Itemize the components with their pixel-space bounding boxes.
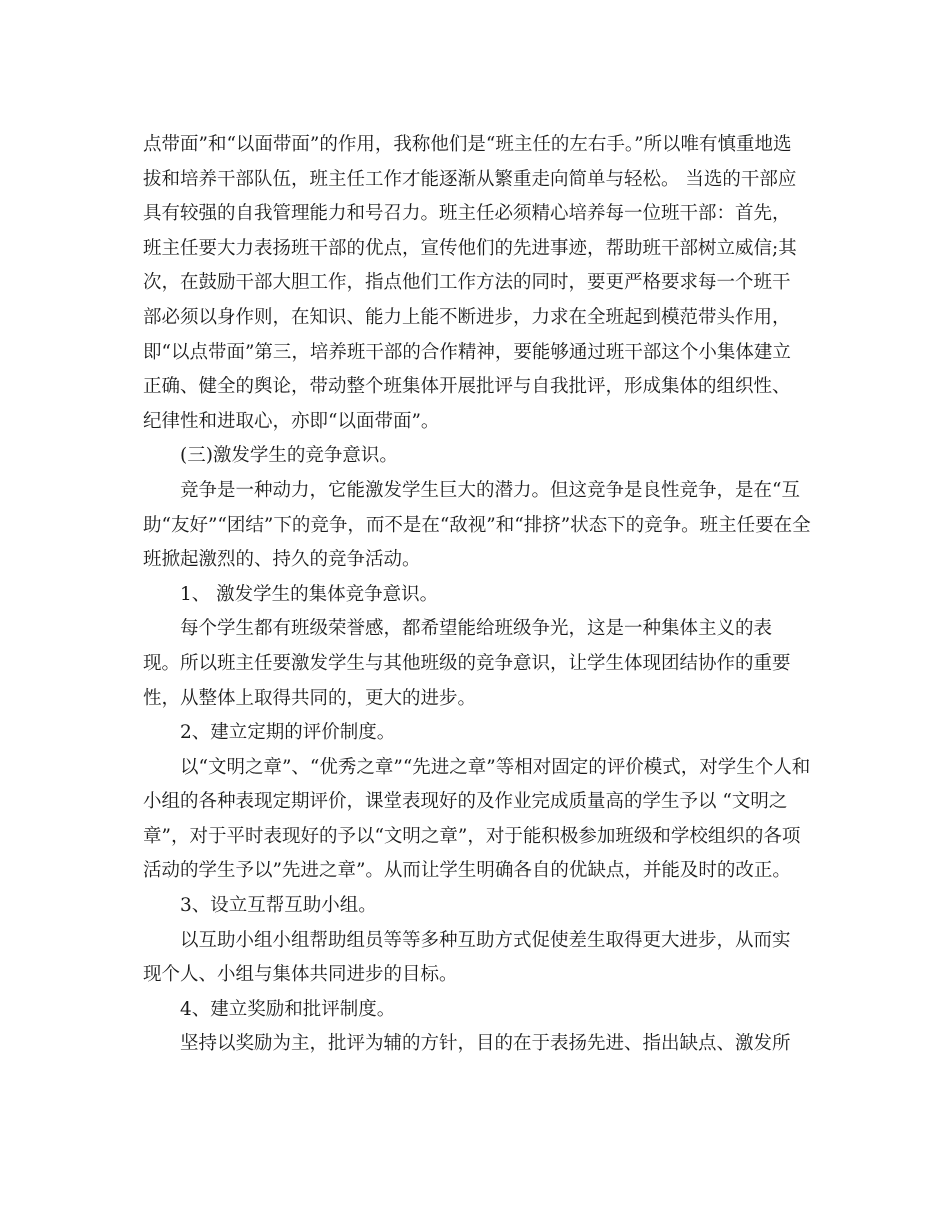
text-line: 现个人、小组与集体共同进步的目标。 xyxy=(143,964,458,986)
text-line: 助“友好”“团结”下的竞争，而不是在“敌视”和“排挤”状态下的竞争。班主任要在全 xyxy=(143,514,811,536)
subsection-heading: 2、建立定期的评价制度。 xyxy=(180,722,396,744)
section-heading: (三)激发学生的竞争意识。 xyxy=(180,445,398,467)
text-line: 性，从整体上取得共同的，更大的进步。 xyxy=(143,687,477,709)
paragraph-start: 竞争是一种动力，它能激发学生巨大的潜力。但这竞争是良性竞争，是在“互 xyxy=(180,479,800,501)
text-line: 具有较强的自我管理能力和号召力。班主任必须精心培养每一位班干部：首先， xyxy=(143,203,791,225)
text-line: 班主任要大力表扬班干部的优点，宣传他们的先进事迹，帮助班干部树立威信;其 xyxy=(143,237,797,259)
text-line: 现。所以班主任要激发学生与其他班级的竞争意识，让学生体现团结协作的重要 xyxy=(143,652,791,674)
subsection-heading: 1、 激发学生的集体竞争意识。 xyxy=(180,583,439,605)
text-line: 章”，对于平时表现好的予以“文明之章”，对于能积极参加班级和学校组织的各项 xyxy=(143,825,801,847)
text-line: 点带面”和“以面带面”的作用，我称他们是“班主任的左右手。”所以唯有慎重地选 xyxy=(143,134,792,155)
text-line: 正确、健全的舆论，带动整个班集体开展批评与自我批评，形成集体的组织性、 xyxy=(143,376,791,398)
text-line: 拔和培养干部队伍，班主任工作才能逐渐从繁重走向简单与轻松。 当选的干部应 xyxy=(143,168,797,190)
text-line: 小组的各种表现定期评价，课堂表现好的及作业完成质量高的学生予以 “文明之 xyxy=(143,791,788,813)
text-line: 班掀起激烈的、持久的竞争活动。 xyxy=(143,549,421,571)
text-line: 即“以点带面”第三，培养班干部的合作精神，要能够通过班干部这个小集体建立 xyxy=(143,341,791,363)
paragraph-start: 每个学生都有班级荣誉感，都希望能给班级争光，这是一种集体主义的表 xyxy=(180,618,773,640)
paragraph-start: 以互助小组小组帮助组员等等多种互助方式促使差生取得更大进步，从而实 xyxy=(180,929,791,951)
text-line: 活动的学生予以”先进之章”。从而让学生明确各自的优缺点，并能及时的改正。 xyxy=(143,860,791,882)
text-line: 部必须以身作则，在知识、能力上能不断进步，力求在全班起到模范带头作用， xyxy=(143,306,791,328)
text-line: 次，在鼓励干部大胆工作，指点他们工作方法的同时，要更严格要求每一个班干 xyxy=(143,272,791,294)
body-text xyxy=(143,128,813,1062)
text-line: 纪律性和进取心，亦即“以面带面”。 xyxy=(143,410,440,432)
subsection-heading: 4、建立奖励和批评制度。 xyxy=(180,998,396,1020)
paragraph-start: 坚持以奖励为主，批评为辅的方针，目的在于表扬先进、指出缺点、激发所 xyxy=(180,1033,791,1055)
paragraph-start: 以“文明之章”、“优秀之章”“先进之章”等相对固定的评价模式，对学生个人和 xyxy=(180,756,811,778)
subsection-heading: 3、设立互帮互助小组。 xyxy=(180,895,377,917)
